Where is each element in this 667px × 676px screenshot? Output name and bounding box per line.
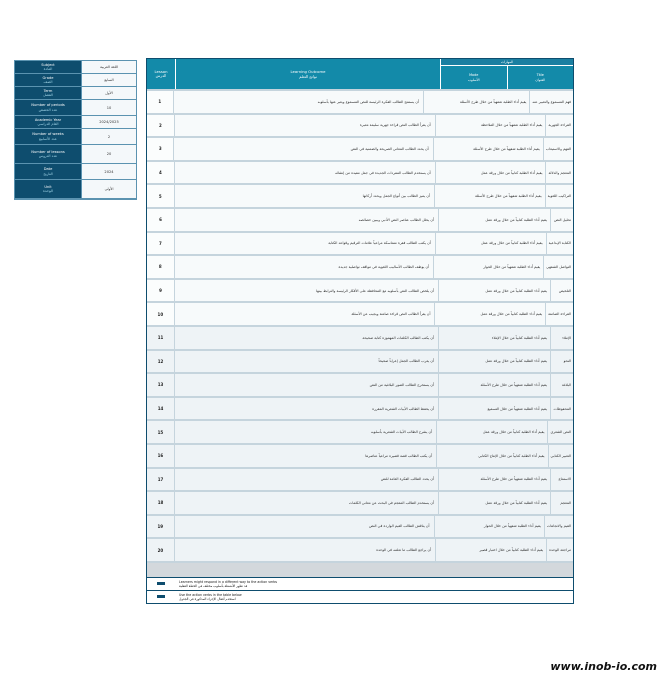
lesson-number: 3	[147, 138, 174, 160]
table-row	[147, 325, 573, 349]
watermark: www.inob-io.com	[550, 660, 657, 673]
table-row	[147, 301, 573, 325]
table-row	[147, 467, 573, 491]
mode-cell: يقيم أداء الطلبة شفهياً من خلال الحوار	[435, 516, 545, 538]
info-value: 2024/2025	[82, 116, 136, 128]
title-cell: فهم المسموع والتعبير عنه	[530, 91, 573, 113]
title-cell: القيم والاتجاهات	[545, 516, 573, 538]
info-value: الأولى	[82, 180, 136, 198]
header-skills-title: المهارات	[441, 59, 573, 66]
table-row	[147, 514, 573, 538]
info-label: Grade الصف	[15, 74, 81, 86]
info-row	[15, 180, 136, 198]
info-value: الأول	[82, 87, 136, 99]
outcome-cell: أن يقرأ الطالب النص قراءة صامتة ويجيب عن الأسئلة	[175, 303, 436, 325]
header-mode: Mode الأسلوب	[441, 66, 507, 89]
title-cell: الفهم والاستيعاب	[544, 138, 573, 160]
mode-cell: يقيم أداء الطلبة كتابياً من خلال ورقة عمل	[439, 351, 551, 373]
mode-cell: يقيم أداء الطلبة شفهياً من خلال طرح الأسئلة	[439, 469, 551, 491]
title-cell: النص الشعري	[548, 421, 573, 443]
title-cell: الاستماع	[551, 469, 573, 491]
mode-cell: يقيم أداء الطلبة كتابياً من خلال ورقة عمل	[439, 209, 551, 231]
outcome-cell: أن يستخرج الطالب الصور البلاغية من النص	[175, 374, 439, 396]
outcome-cell: أن يشرح الطالب الأبيات الشعرية بأسلوبه	[175, 421, 437, 443]
header-outcome: Learning Outcome نواتج التعلم	[175, 59, 440, 89]
table-row	[147, 231, 573, 255]
mode-cell: يقيم أداء الطلبة كتابياً من خلال ورقة عمل	[435, 303, 546, 325]
info-row	[15, 87, 136, 99]
info-value: 2024	[82, 164, 136, 179]
table-header	[147, 59, 573, 89]
plan-table	[146, 58, 574, 604]
table-row	[147, 396, 573, 420]
header-title: Title العنوان	[507, 66, 574, 89]
mode-cell: يقيم أداء الطلبة كتابياً من خلال اختبار قصير	[436, 539, 547, 561]
outcome-cell: أن يستنتج الطالب الفكرة الرئيسة للنص المسموع ويعبر عنها بأسلوبه	[174, 91, 424, 113]
mode-cell: يقيم أداء الطلبة كتابياً من خلال الإملاء	[439, 327, 551, 349]
outcome-cell: أن يحدد الطالب المعاني الصريحة والضمنية في النص	[174, 138, 433, 160]
title-cell: الكتابة الإبداعية	[547, 233, 573, 255]
outcome-cell: أن يكتب الطالب قصة قصيرة مراعياً عناصرها	[175, 445, 437, 467]
header-lesson: Lesson الدرس	[147, 59, 175, 89]
lesson-number: 2	[147, 115, 175, 137]
info-value: السابع	[82, 74, 136, 86]
outcome-cell: أن يعرب الطالب الجمل إعراباً صحيحاً	[175, 351, 439, 373]
title-cell: التراكيب اللغوية	[546, 185, 573, 207]
table-row	[147, 537, 573, 561]
info-label: Academic Year العام الدراسي	[15, 116, 81, 128]
outcome-cell: أن يحفظ الطالب الأبيات الشعرية المقررة	[175, 398, 439, 420]
table-row	[147, 278, 573, 302]
outcome-cell: أن يلخص الطالب النص بأسلوبه مع المحافظة على الأفكار الرئيسة والترابط بينها	[175, 280, 439, 302]
mode-cell: يقيم أداء الطلبة كتابياً من خلال ورقة عمل	[436, 233, 547, 255]
lesson-number: 12	[147, 351, 175, 373]
info-row	[15, 74, 136, 86]
info-label: Number of periods عدد الحصص	[15, 100, 81, 115]
title-cell: التواصل الشفهي	[544, 256, 573, 278]
lesson-number: 6	[147, 209, 175, 231]
info-label: Number of weeks عدد الأسابيع	[15, 129, 81, 144]
info-value: 2	[82, 129, 136, 144]
lesson-number: 18	[147, 492, 175, 514]
note-text: Learners might respond in a different way to the action verbs قد تظهر الأنشطة بأسلوب مختلف في الخطة الفعلية	[179, 579, 278, 588]
info-label: Term الفصل	[15, 87, 81, 99]
outcome-cell: أن يحلل الطالب عناصر النص الأدبي ويبين خصائصه	[175, 209, 439, 231]
lesson-number: 17	[147, 469, 175, 491]
info-label: Number of lessons عدد الدروس	[15, 145, 81, 163]
table-row	[147, 89, 573, 113]
note-marker	[147, 578, 175, 590]
mode-cell: يقيم أداء الطلبة كتابياً من خلال الإنتاج الكتابي	[437, 445, 548, 467]
table-row	[147, 490, 573, 514]
info-value: اللغة العربية	[82, 61, 136, 73]
info-row	[15, 116, 136, 128]
table-row	[147, 113, 573, 137]
table-row	[147, 160, 573, 184]
lesson-number: 1	[147, 91, 174, 113]
lesson-number: 16	[147, 445, 175, 467]
lesson-number: 8	[147, 256, 175, 278]
table-row	[147, 372, 573, 396]
lesson-number: 4	[147, 162, 175, 184]
lesson-number: 5	[147, 185, 175, 207]
info-panel	[14, 60, 137, 200]
mode-cell: يقيم أداء الطلبة كتابياً من خلال ورقة عمل	[439, 280, 551, 302]
lesson-number: 11	[147, 327, 175, 349]
title-cell: الإملاء	[551, 327, 573, 349]
outcome-cell: أن يراجع الطالب ما تعلمه في الوحدة	[175, 539, 436, 561]
mode-cell: يقيم أداء الطلبة كتابياً من خلال ورقة عمل	[437, 421, 548, 443]
info-row	[15, 100, 136, 115]
table-row	[147, 349, 573, 373]
note-row	[147, 590, 573, 603]
title-cell: القراءة الجهرية	[546, 115, 573, 137]
note-row	[147, 577, 573, 590]
title-cell: مراجعة الوحدة	[547, 539, 573, 561]
info-label: Unit الوحدة	[15, 180, 81, 198]
table-body	[147, 89, 573, 561]
outcome-cell: أن يستخدم الطالب المفردات الجديدة في جمل مفيدة من إنشائه	[175, 162, 436, 184]
mode-cell: يقيم أداء الطلبة شفهياً من خلال الحوار	[434, 256, 544, 278]
table-row	[147, 207, 573, 231]
mode-cell: يقيم أداء الطلبة شفهياً من خلال طرح الأسئلة	[434, 138, 544, 160]
mode-cell: يقيم أداء الطلبة شفهياً من خلال طرح الأسئلة	[439, 374, 551, 396]
outcome-cell: أن يقرأ الطالب النص قراءة جهرية سليمة معبرة	[175, 115, 436, 137]
lesson-number: 9	[147, 280, 175, 302]
table-row	[147, 254, 573, 278]
notes	[147, 577, 573, 603]
outcome-cell: أن يستخدم الطالب المعجم في البحث عن معاني الكلمات	[175, 492, 439, 514]
mode-cell: يقيم أداء الطلبة شفهياً من خلال طرح الأسئلة	[424, 91, 530, 113]
info-row	[15, 164, 136, 179]
title-cell: المحفوظات	[551, 398, 573, 420]
outcome-cell: أن يوظف الطالب الأساليب اللغوية في مواقف تواصلية جديدة	[175, 256, 435, 278]
info-label: Date التاريخ	[15, 164, 81, 179]
note-marker	[147, 591, 175, 603]
info-row	[15, 129, 136, 144]
lesson-number: 15	[147, 421, 175, 443]
spacer-bar	[147, 561, 573, 577]
title-cell: التلخيص	[551, 280, 573, 302]
title-cell: المعجم والدلالة	[546, 162, 573, 184]
note-text: Use the action verbs in the table below استخدم أفعال الإجراء المذكورة في الجدول	[179, 592, 242, 601]
title-cell: القراءة الصامتة	[546, 303, 573, 325]
mode-cell: يقيم أداء الطلبة كتابياً من خلال ورقة عمل	[439, 492, 551, 514]
lesson-number: 14	[147, 398, 175, 420]
lesson-number: 7	[147, 233, 175, 255]
lesson-number: 10	[147, 303, 175, 325]
lesson-number: 20	[147, 539, 175, 561]
outcome-cell: أن يكتب الطالب الكلمات المهموزة كتابة صحيحة	[175, 327, 439, 349]
mode-cell: يقيم أداء الطلبة كتابياً من خلال ورقة عمل	[436, 162, 547, 184]
table-row	[147, 419, 573, 443]
outcome-cell: أن يميز الطالب بين أنواع الجمل ويحدد أركانها	[175, 185, 435, 207]
table-row	[147, 183, 573, 207]
mode-cell: يقيم أداء الطلبة شفهياً من خلال الملاحظة	[436, 115, 547, 137]
title-cell: التعبير الكتابي	[549, 445, 573, 467]
info-label: Subject المادة	[15, 61, 81, 73]
table-row	[147, 443, 573, 467]
outcome-cell: أن يحدد الطالب الفكرة العامة للنص	[175, 469, 439, 491]
info-value: 10	[82, 100, 136, 115]
title-cell: تحليل النص	[551, 209, 573, 231]
header-skills	[440, 59, 573, 89]
mode-cell: يقيم أداء الطلبة شفهياً من خلال طرح الأسئلة	[435, 185, 546, 207]
outcome-cell: أن يكتب الطالب فقرة متماسكة مراعياً علامات الترقيم وقواعد الكتابة	[175, 233, 436, 255]
info-value: 20	[82, 145, 136, 163]
table-row	[147, 136, 573, 160]
title-cell: المعجم	[551, 492, 573, 514]
lesson-number: 13	[147, 374, 175, 396]
title-cell: البلاغة	[551, 374, 573, 396]
info-row	[15, 145, 136, 163]
info-row	[15, 61, 136, 73]
mode-cell: يقيم أداء الطلبة شفهياً من خلال التسميع	[439, 398, 551, 420]
lesson-number: 19	[147, 516, 175, 538]
title-cell: النحو	[551, 351, 573, 373]
outcome-cell: أن يناقش الطالب القيم الواردة في النص	[175, 516, 435, 538]
